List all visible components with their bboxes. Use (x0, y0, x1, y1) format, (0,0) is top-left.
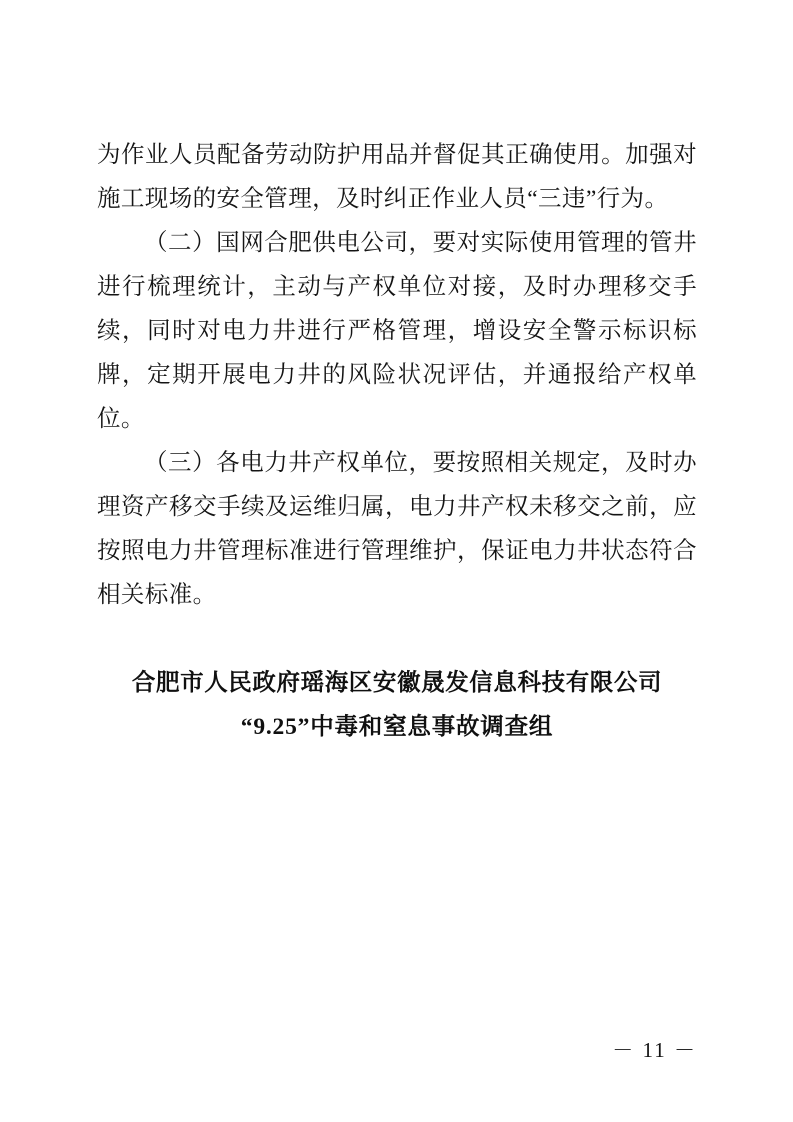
document-body (97, 133, 697, 749)
signature-block (97, 661, 697, 749)
page-number: － 11 － (612, 1038, 697, 1062)
paragraph-item-2: （二）国网合肥供电公司，要对实际使用管理的管井进行梳理统计，主动与产权单位对接，及时办理移交手续，同时对电力井进行严格管理，增设安全警示标识标牌，定期开展电力井的风险状况评估，并通报给产权单位。 (97, 230, 697, 432)
paragraph-item-3: （三）各电力井产权单位，要按照相关规定，及时办理资产移交手续及运维归属，电力井产权未移交之前，应按照电力井管理标准进行管理维护，保证电力井状态符合相关标准。 (97, 450, 697, 608)
signature-organization: 合肥市人民政府瑶海区安徽晟发信息科技有限公司 (131, 670, 663, 696)
signature-investigation-group: “9.25”中毒和窒息事故调查组 (240, 714, 554, 740)
paragraph-continued: 为作业人员配备劳动防护用品并督促其正确使用。加强对施工现场的安全管理，及时纠正作业人员“三违”行为。 (97, 142, 697, 212)
